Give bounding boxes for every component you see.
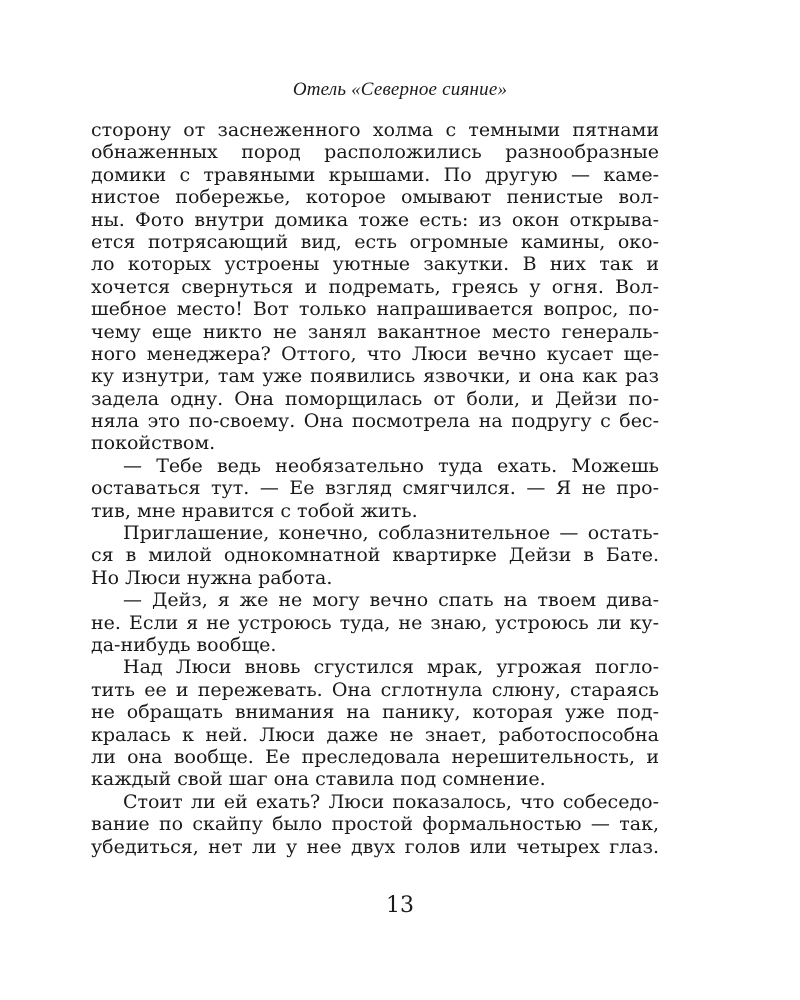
paragraph bbox=[91, 656, 659, 790]
text-line: покойством. bbox=[91, 432, 216, 455]
running-header: Отель «Северное сияние» bbox=[292, 79, 508, 100]
text-line: оставаться тут. — Ее взгляд смягчился. — Я не про- bbox=[91, 477, 659, 500]
text-line: чему еще никто не занял вакантное место генераль- bbox=[91, 320, 659, 343]
text-line: да-нибудь вообще. bbox=[91, 633, 277, 656]
text-line: — Дейз, я же не могу вечно спать на твоем дива- bbox=[123, 589, 659, 612]
text-line: ного менеджера? Оттого, что Люси вечно кусает ще- bbox=[91, 342, 659, 365]
text-line: ку изнутри, там уже появились язвочки, и она как раз bbox=[91, 365, 659, 388]
text-line: обнаженных пород расположились разнообразные bbox=[91, 141, 659, 164]
paragraph bbox=[91, 119, 659, 455]
paragraph bbox=[91, 791, 659, 858]
text-line: ло которых устроены уютные закутки. В них так и bbox=[91, 253, 659, 276]
text-line: — Тебе ведь необязательно туда ехать. Можешь bbox=[123, 454, 659, 477]
text-line: убедиться, нет ли у нее двух голов или четырех глаз. bbox=[91, 835, 659, 858]
page-number: 13 bbox=[386, 893, 414, 918]
body-text bbox=[91, 119, 659, 858]
paragraph bbox=[91, 522, 659, 589]
text-line: вание по скайпу было простой формальностью — так, bbox=[91, 813, 659, 836]
text-line: ны. Фото внутри домика тоже есть: из окон открыва- bbox=[91, 208, 659, 231]
text-line: Приглашение, конечно, соблазнительное — остать- bbox=[123, 522, 659, 545]
text-line: Стоит ли ей ехать? Люси показалось, что собеседо- bbox=[123, 790, 659, 813]
paragraph bbox=[91, 455, 659, 522]
text-line: ли она вообще. Ее преследовала нерешительность, и bbox=[91, 745, 659, 768]
text-line: ся в милой однокомнатной квартирке Дейзи в Бате. bbox=[91, 544, 659, 567]
text-line: не. Если я не устроюсь туда, не знаю, устроюсь ли ку- bbox=[91, 611, 659, 634]
text-line: домики с травяными крышами. По другую — каме- bbox=[91, 163, 659, 186]
text-line: тить ее и пережевать. Она сглотнула слюну, стараясь bbox=[91, 678, 659, 701]
text-line: каждый свой шаг она ставила под сомнение. bbox=[91, 768, 546, 791]
paragraph bbox=[91, 589, 659, 656]
text-line: Но Люси нужна работа. bbox=[91, 566, 333, 589]
text-line: сторону от заснеженного холма с темными пятнами bbox=[91, 119, 659, 141]
text-line: не обращать внимания на панику, которая уже под- bbox=[91, 701, 659, 724]
text-line: тив, мне нравится с тобой жить. bbox=[91, 499, 418, 522]
text-line: Над Люси вновь сгустился мрак, угрожая погло- bbox=[123, 656, 659, 679]
text-line: хочется свернуться и подремать, греясь у огня. Вол- bbox=[91, 275, 659, 298]
text-line: задела одну. Она поморщилась от боли, и Дейзи по- bbox=[91, 387, 659, 410]
text-line: нистое побережье, которое омывают пенистые вол- bbox=[91, 186, 659, 209]
text-line: няла это по-своему. Она посмотрела на подругу с бес- bbox=[91, 410, 659, 433]
text-line: кралась к ней. Люси даже не знает, работоспособна bbox=[91, 723, 659, 746]
text-line: ется потрясающий вид, есть огромные камины, око- bbox=[91, 230, 659, 253]
text-line: шебное место! Вот только напрашивается вопрос, по- bbox=[91, 298, 659, 321]
